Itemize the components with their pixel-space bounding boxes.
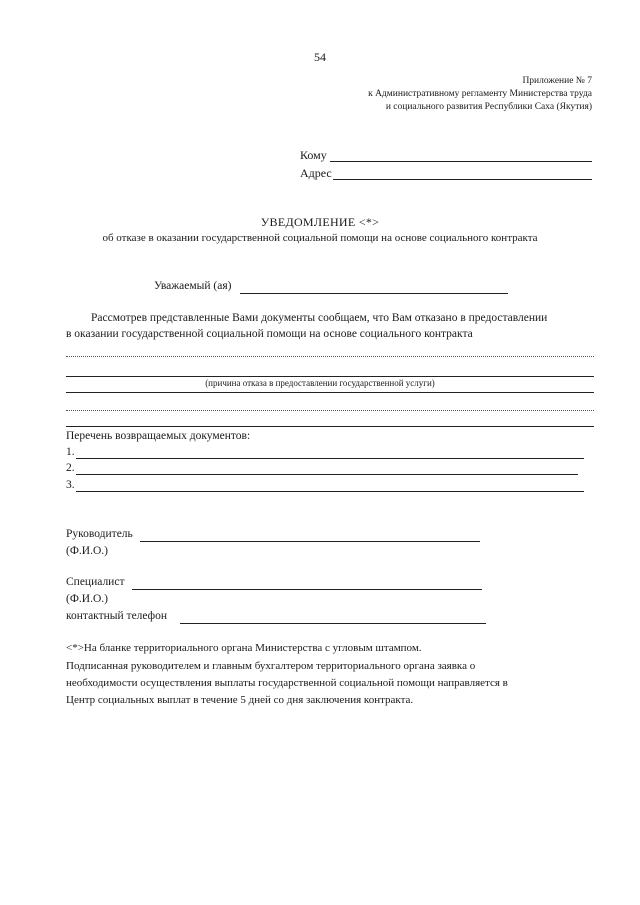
head-label: Руководитель [66, 528, 133, 540]
returned-doc-field[interactable] [76, 491, 584, 492]
reason-caption: (причина отказа в предоставлении государственной услуги) [205, 378, 435, 388]
reason-line-2[interactable] [66, 376, 594, 377]
reason-line-3[interactable] [66, 392, 594, 393]
footnote-line-3: необходимости осуществления выплаты государственной социальной помощи направляется в [66, 677, 508, 689]
footnote-line-1: <*>На бланке территориального органа Министерства с угловым штампом. [66, 642, 422, 654]
to-label: Кому [300, 148, 327, 162]
reason-line-5[interactable] [66, 426, 594, 427]
returned-doc-number: 2. [66, 462, 75, 474]
notice-title: УВЕДОМЛЕНИЕ <*> [260, 215, 380, 229]
returned-doc-field[interactable] [76, 474, 578, 475]
head-fio: (Ф.И.О.) [66, 545, 108, 557]
appendix-line-1: Приложение № 7 [522, 76, 592, 86]
returned-doc-field[interactable] [76, 458, 584, 459]
page-number: 54 [314, 50, 326, 64]
specialist-fio: (Ф.И.О.) [66, 593, 108, 605]
to-field[interactable] [330, 161, 592, 162]
head-signature-field[interactable] [140, 541, 480, 542]
address-label: Адрес [300, 166, 332, 180]
returned-doc-number: 1. [66, 446, 75, 458]
reason-line-4[interactable] [66, 410, 594, 411]
body-line-1: Рассмотрев представленные Вами документы сообщаем, что Вам отказано в предоставлении [91, 312, 548, 324]
appendix-line-2: к Административному регламенту Министерства труда [368, 89, 592, 99]
specialist-label: Специалист [66, 576, 125, 588]
greeting-label: Уважаемый (ая) [154, 280, 232, 292]
reason-line-1[interactable] [66, 356, 594, 357]
returned-docs-heading: Перечень возвращаемых документов: [66, 430, 251, 442]
appendix-line-3: и социального развития Республики Саха (Якутия) [385, 102, 592, 112]
greeting-name-field[interactable] [240, 293, 508, 294]
specialist-signature-field[interactable] [132, 589, 482, 590]
footnote-line-4: Центр социальных выплат в течение 5 дней со дня заключения контракта. [66, 694, 414, 706]
body-line-2: в оказании государственной социальной помощи на основе социального контракта [66, 328, 473, 340]
phone-label: контактный телефон [66, 610, 168, 622]
notice-subtitle: об отказе в оказании государственной социальной помощи на основе социального контракта [102, 232, 538, 244]
phone-field[interactable] [180, 623, 486, 624]
address-field[interactable] [333, 179, 592, 180]
footnote-line-2: Подписанная руководителем и главным бухгалтером территориального органа заявка о [66, 660, 476, 672]
returned-doc-number: 3. [66, 479, 75, 491]
